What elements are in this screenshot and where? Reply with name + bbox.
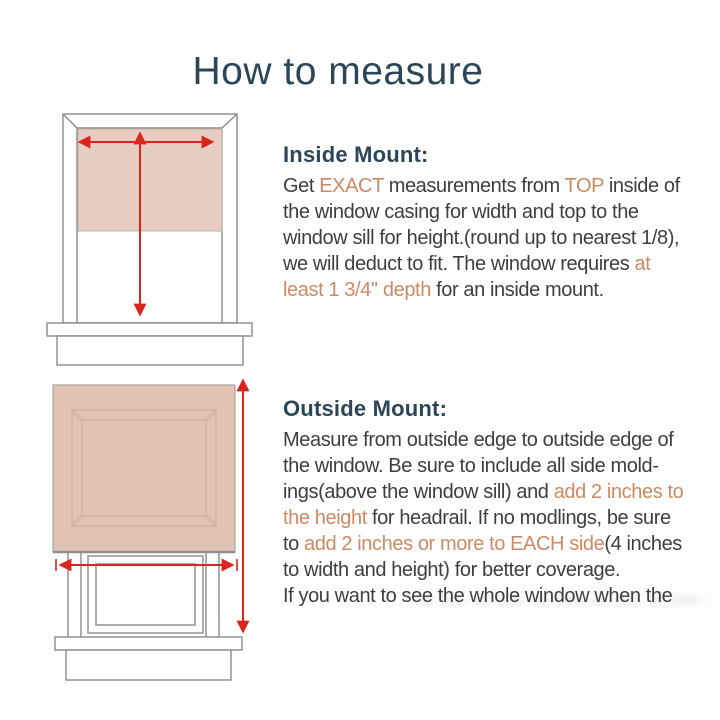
text-line — [283, 225, 680, 251]
highlighted-text: the height — [283, 507, 367, 529]
outside-mount-heading: Outside Mount: — [283, 396, 448, 421]
text-segment: If you want to see the whole window when the — [283, 585, 673, 607]
outside-mount-paragraph — [283, 427, 683, 609]
text-line — [283, 505, 683, 531]
highlighted-text: EXACT — [319, 175, 384, 197]
text-line — [283, 557, 683, 583]
frame-bevel-right — [222, 114, 237, 128]
text-segment: to — [283, 533, 305, 555]
text-segment: Get — [283, 175, 320, 197]
highlighted-text: at — [634, 253, 651, 275]
text-segment: we will deduct to fit. The window requires — [283, 253, 635, 275]
window-apron — [66, 650, 231, 680]
text-line — [283, 531, 683, 557]
text-line — [283, 173, 680, 199]
text-segment: inside of — [603, 175, 680, 197]
inside-mount-paragraph — [283, 173, 680, 303]
text-line — [283, 277, 680, 303]
highlighted-text: add 2 inches or more to EACH side — [304, 533, 605, 555]
text-line — [283, 479, 683, 505]
text-segment: for headrail. If no modlings, be sure — [366, 507, 671, 529]
frame-bevel-left — [63, 114, 77, 128]
page-title: How to measure — [192, 50, 484, 93]
faded-text-remnant — [418, 594, 710, 606]
text-segment: ings(above the window sill) and — [283, 481, 554, 503]
text-segment: for an inside mount. — [430, 279, 604, 301]
text-segment: Measure from outside edge to outside edge of — [283, 429, 674, 451]
inside-mount-heading: Inside Mount: — [283, 142, 429, 167]
highlighted-text: TOP — [564, 175, 604, 197]
text-line — [283, 251, 680, 277]
text-segment: to width and height) for better coverage. — [283, 559, 621, 581]
window-sill — [55, 637, 242, 650]
inside-mount-window-diagram — [40, 103, 265, 373]
window-sash — [88, 556, 203, 633]
text-segment: measurements from — [383, 175, 565, 197]
outside-mount-section — [283, 396, 683, 609]
text-segment: (4 inches — [604, 533, 682, 555]
text-line — [283, 199, 680, 225]
inside-mount-section — [283, 142, 680, 303]
text-segment: window sill for height.(round up to nearest 1/8), — [283, 227, 680, 249]
highlighted-text: add 2 inches to — [553, 481, 684, 503]
highlighted-text: least 1 3/4'' depth — [283, 279, 431, 301]
text-segment: the window casing for width and top to the — [283, 201, 639, 223]
outside-mount-window-diagram — [30, 370, 265, 685]
text-line — [283, 427, 683, 453]
text-line — [283, 453, 683, 479]
window-sill — [47, 323, 252, 336]
window-shade — [78, 129, 222, 231]
text-segment: the window. Be sure to include all side mold- — [283, 455, 659, 477]
window-apron — [57, 336, 243, 365]
